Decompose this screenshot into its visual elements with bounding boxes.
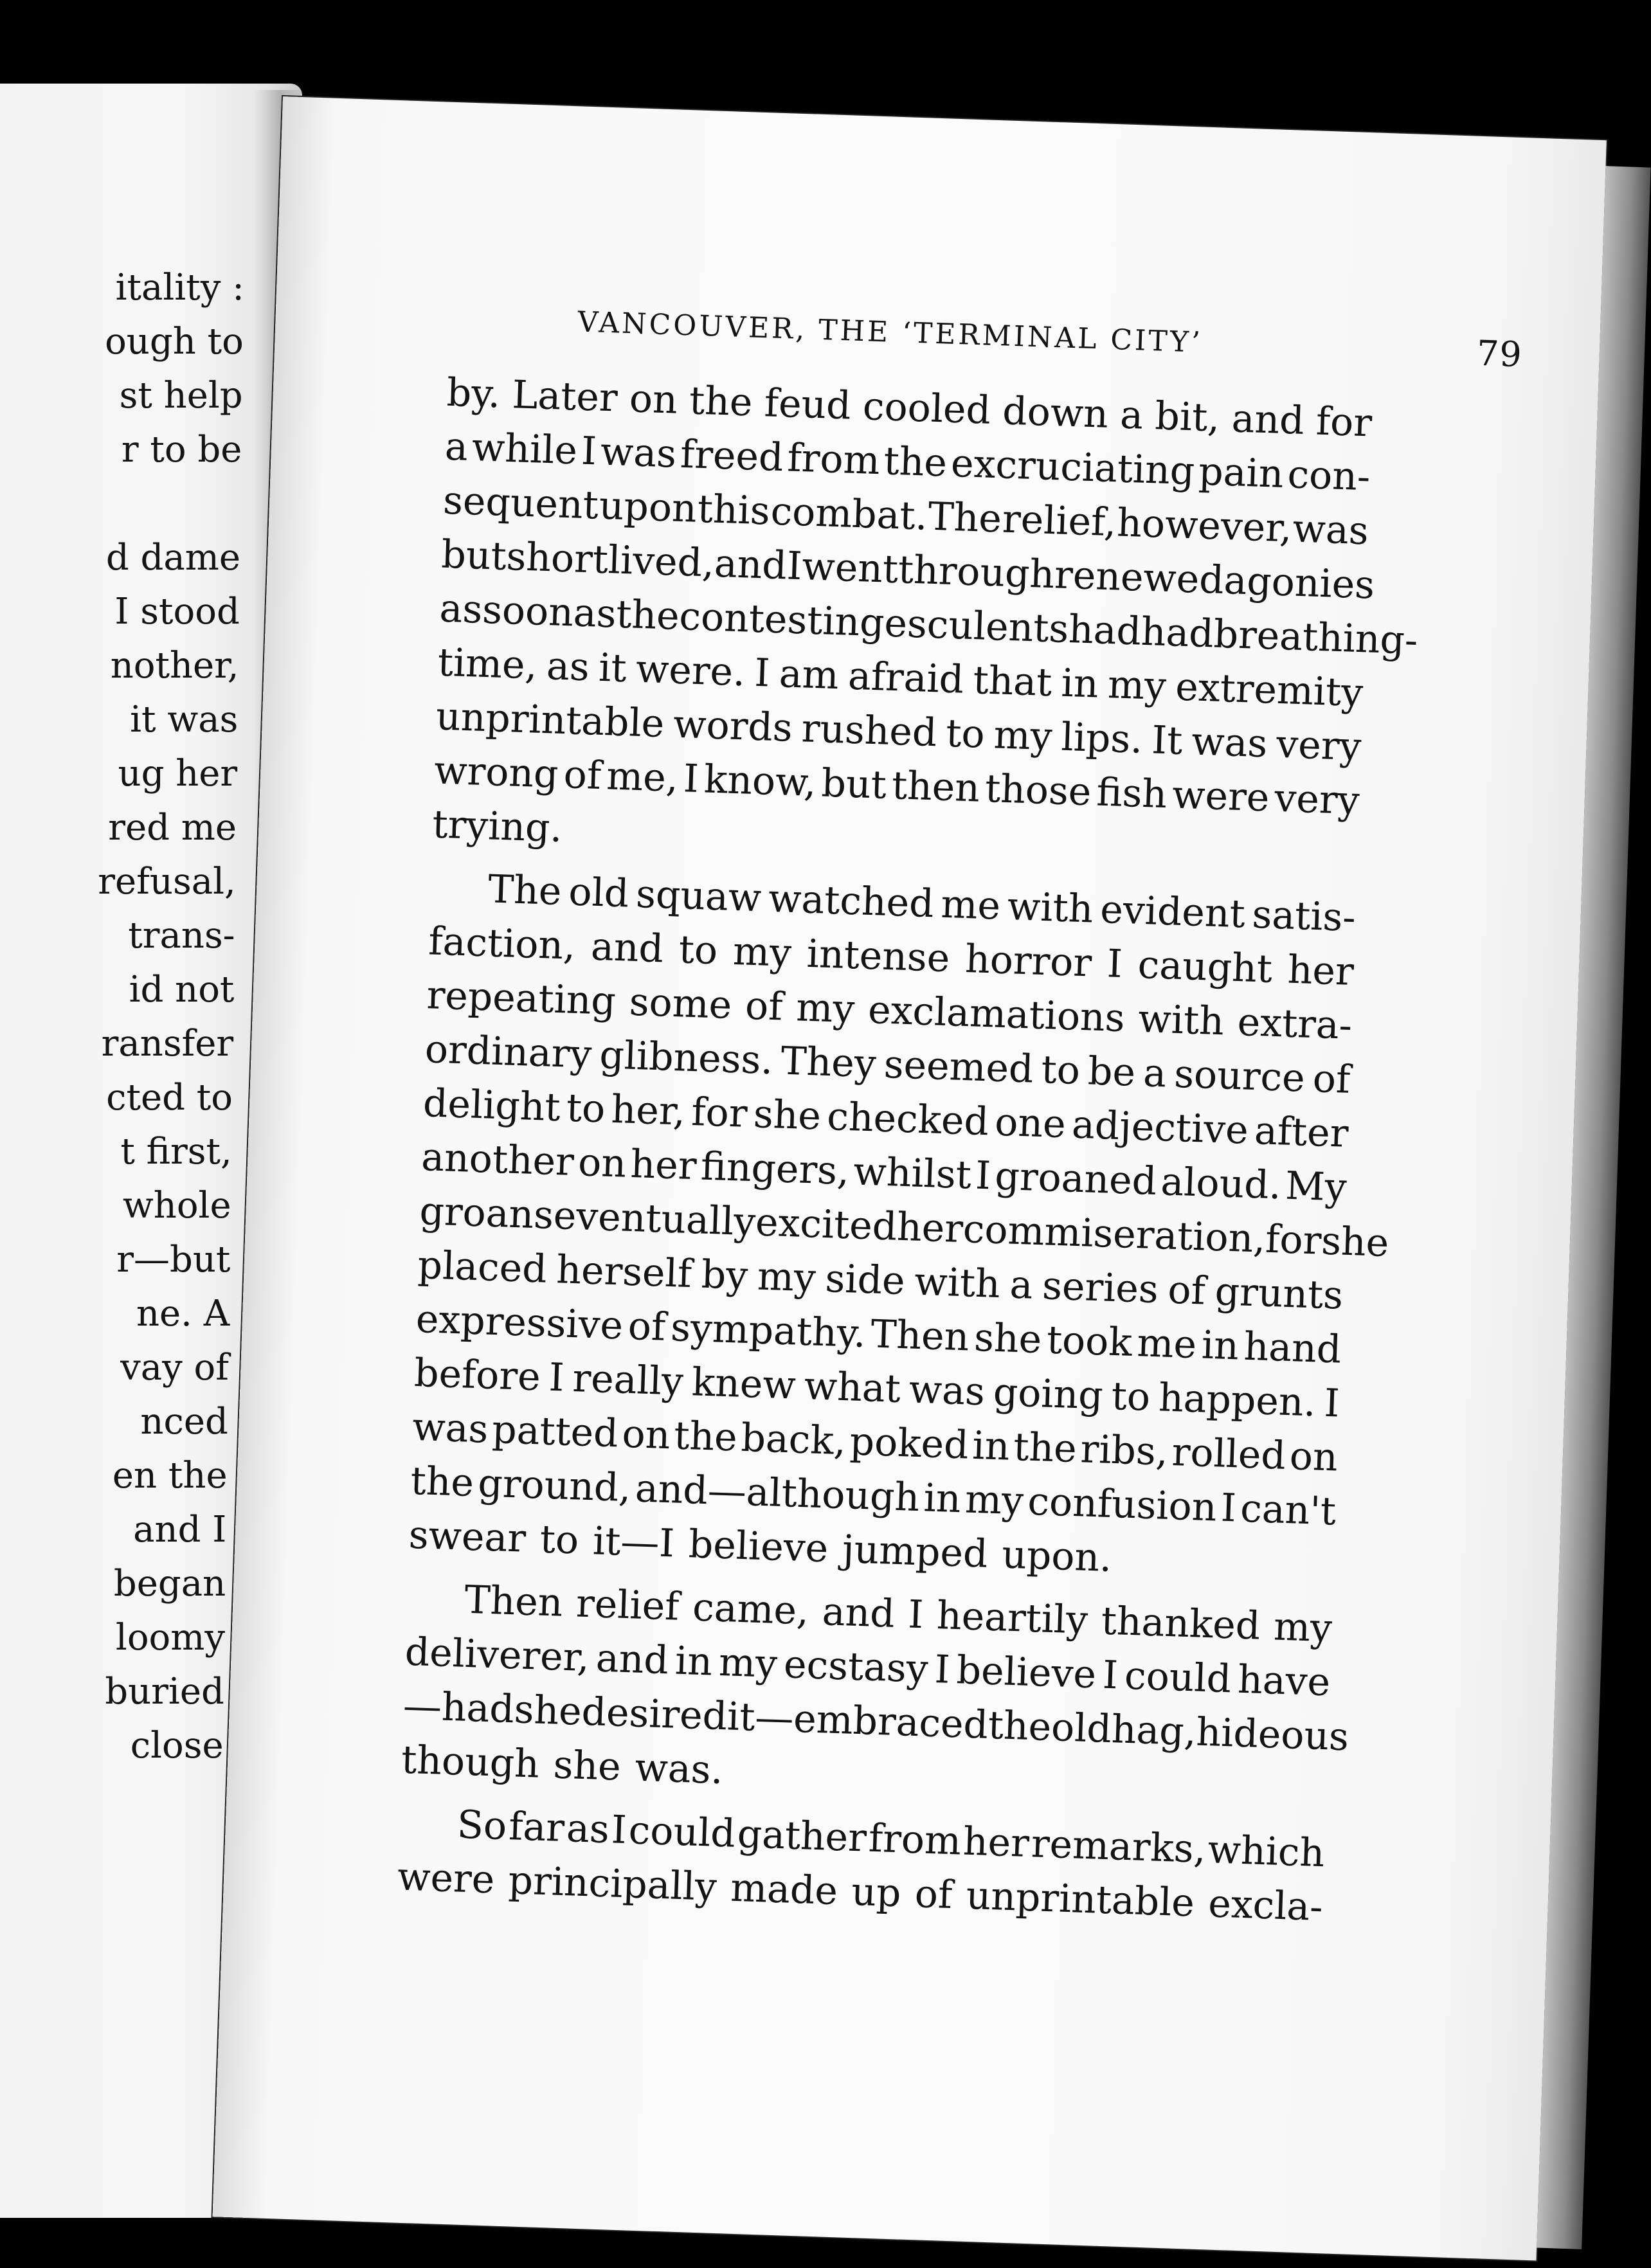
left-page-line: nced xyxy=(140,1401,228,1443)
text-line: ordinary glibness. They seemed to be a source of xyxy=(424,1027,1351,1102)
text-line: though she was. xyxy=(401,1737,724,1794)
left-page-line: ransfer xyxy=(101,1023,234,1065)
text-line: sequent upon this combat. The relief, however, was xyxy=(442,478,1369,554)
text-line: were principally made up of unprintable excla- xyxy=(397,1854,1324,1931)
text-line: So far as I could gather from her remarks, which xyxy=(456,1802,1326,1877)
page-number: 79 xyxy=(1476,332,1523,375)
left-page-line: itality : xyxy=(115,267,244,309)
left-page-line: ough to xyxy=(105,321,244,363)
text-line: as soon as the contesting esculents had had breathing- xyxy=(438,586,1419,663)
left-page-line: t first, xyxy=(120,1131,232,1173)
left-page-line: whole xyxy=(122,1185,231,1227)
left-page-line: loomy xyxy=(115,1617,225,1659)
text-line: placed herself by my side with a series of grunts xyxy=(417,1242,1344,1318)
text-line: the ground, and—although in my confusion I can't xyxy=(410,1458,1337,1534)
text-line: another on her fingers, whilst I groaned aloud. My xyxy=(420,1135,1348,1210)
text-line: before I really knew what was going to happen. I xyxy=(413,1350,1340,1426)
text-line: a while I was freed from the excruciating pain con- xyxy=(444,424,1371,500)
left-page-line: and I xyxy=(133,1509,227,1551)
left-page-line: d dame xyxy=(105,537,240,579)
left-page-line: refusal, xyxy=(98,861,236,903)
left-page-line: ug her xyxy=(118,753,238,795)
body-text xyxy=(397,366,1419,1934)
text-line: but shortlived, and I went through renewed agonies xyxy=(440,532,1376,608)
left-page-line: id not xyxy=(129,969,235,1011)
text-line: faction, and to my intense horror I caught her xyxy=(428,919,1355,995)
left-page-line: I stood xyxy=(114,591,240,633)
left-page-line: ne. A xyxy=(136,1293,230,1335)
text-line: The old squaw watched me with evident satis- xyxy=(487,867,1357,941)
left-page-line: it was xyxy=(130,699,239,741)
text-line: repeating some of my exclamations with extra- xyxy=(426,973,1353,1048)
text-line: by. Later on the feud cooled down a bit, and for xyxy=(446,370,1373,446)
text-line: —had she desired it—embraced the old hag, hideous xyxy=(402,1683,1350,1760)
text-line: wrong of me, I know, but then those fish were very xyxy=(433,748,1360,824)
left-page-line: began xyxy=(113,1563,226,1605)
paragraph xyxy=(431,366,1419,882)
text-line: trying. xyxy=(431,802,563,852)
paragraph xyxy=(408,860,1390,1592)
running-head-title: VANCOUVER, THE ‘TERMINAL CITY’ xyxy=(577,305,1204,359)
left-page-line: r—but xyxy=(116,1239,231,1281)
left-page-line: close xyxy=(130,1725,224,1767)
text-line: deliverer, and in my ecstasy I believe I could have xyxy=(404,1629,1331,1706)
running-head xyxy=(577,305,1523,375)
right-page xyxy=(213,96,1607,2260)
page-edge xyxy=(1537,166,1650,2249)
left-page-line: cted to xyxy=(106,1077,233,1119)
left-page-line: vay of xyxy=(120,1347,229,1389)
text-line: expressive of sympathy. Then she took me in hand xyxy=(415,1296,1342,1372)
text-line: Then relief came, and I heartily thanked my xyxy=(464,1577,1333,1652)
text-line: time, as it were. I am afraid that in my extremity xyxy=(437,640,1364,716)
text-line: groans eventually excited her commiseration, for she xyxy=(419,1189,1390,1266)
text-line: unprintable words rushed to my lips. It was very xyxy=(435,694,1362,770)
text-line: was patted on the back, poked in the ribs, rolled on xyxy=(411,1404,1339,1480)
left-page-line: red me xyxy=(108,807,237,849)
left-page-line: r to be xyxy=(121,429,242,471)
left-page-line: en the xyxy=(112,1455,228,1497)
left-page-line: st help xyxy=(119,375,243,417)
left-page-line: nother, xyxy=(110,645,239,687)
text-line: swear to it—I believe jumped upon. xyxy=(408,1512,1113,1581)
text-line: delight to her, for she checked one adjective after xyxy=(422,1081,1349,1156)
left-page-line: trans- xyxy=(128,915,235,957)
left-page-line: buried xyxy=(105,1671,224,1713)
paragraph xyxy=(401,1571,1350,1818)
